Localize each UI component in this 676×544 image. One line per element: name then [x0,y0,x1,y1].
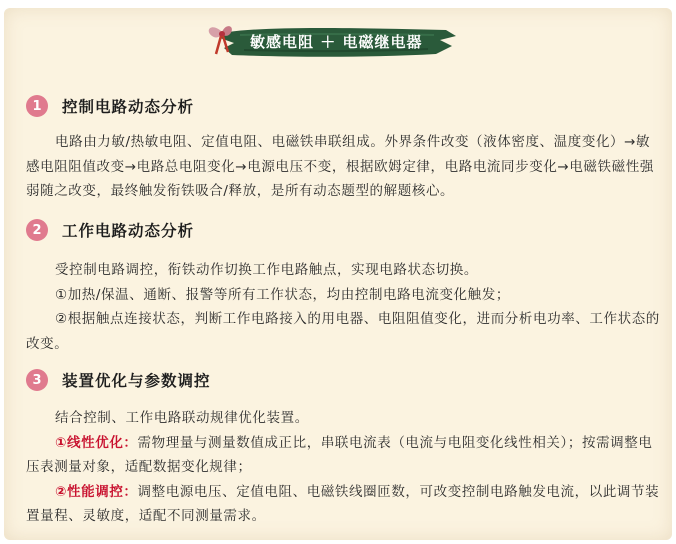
banner-title: 敏感电阻 ＋ 电磁继电器 [250,33,423,51]
section-1-body [26,130,662,204]
section-3-intro: 结合控制、工作电路联动规律优化装置。 [55,410,309,426]
item-text: 需物理量与测量数值成正比，串联电流表（电流与电阻变化线性相关）；按需调整电压表测量对象，适配数据变化规律； [26,434,653,475]
item-label: ①线性优化： [55,434,138,451]
section-title: 控制电路动态分析 [62,98,195,116]
section-title: 装置优化与参数调控 [62,372,211,390]
section-3-item [26,431,662,480]
section-3-header [26,368,211,392]
item-text: 调整电源电压、定值电阻、电磁铁线圈匝数，可改变控制电路触发电流，以此调节装置量程、灵敏度，适配不同测量需求。 [26,483,660,524]
section-3-item [26,480,662,529]
title-banner [214,24,458,60]
section-number-badge: 1 [26,95,48,117]
section-1-text: 电路由力敏/热敏电阻、定值电阻、电磁铁串联组成。外界条件改变（液体密度、温度变化）→敏感电阻阻值改变→电路总电阻变化→电源电压不变，根据欧姆定律，电路电流同步变化→电磁铁磁性强弱随之改变，最终触发衔铁吸合/释放，是所有动态题型的解题核心。 [26,134,654,199]
section-2-line: 受控制电路调控，衔铁动作切换工作电路触点，实现电路状态切换。 [55,262,478,278]
section-2-line: ②根据触点连接状态，判断工作电路接入的用电器、电阻阻值变化，进而分析电功率、工作状态的改变。 [26,311,660,352]
section-title: 工作电路动态分析 [62,222,195,240]
section-3-body [26,406,662,529]
item-label: ②性能调控： [55,483,138,500]
section-2-body [26,258,662,356]
section-2-line: ①加热/保温、通断、报警等所有工作状态，均由控制电路电流变化触发； [55,286,510,303]
section-2-header [26,218,194,242]
ribbon-bow-icon [202,20,242,60]
section-number-badge: 3 [26,369,48,391]
section-number-badge: 2 [26,219,48,241]
section-1-header [26,94,194,118]
